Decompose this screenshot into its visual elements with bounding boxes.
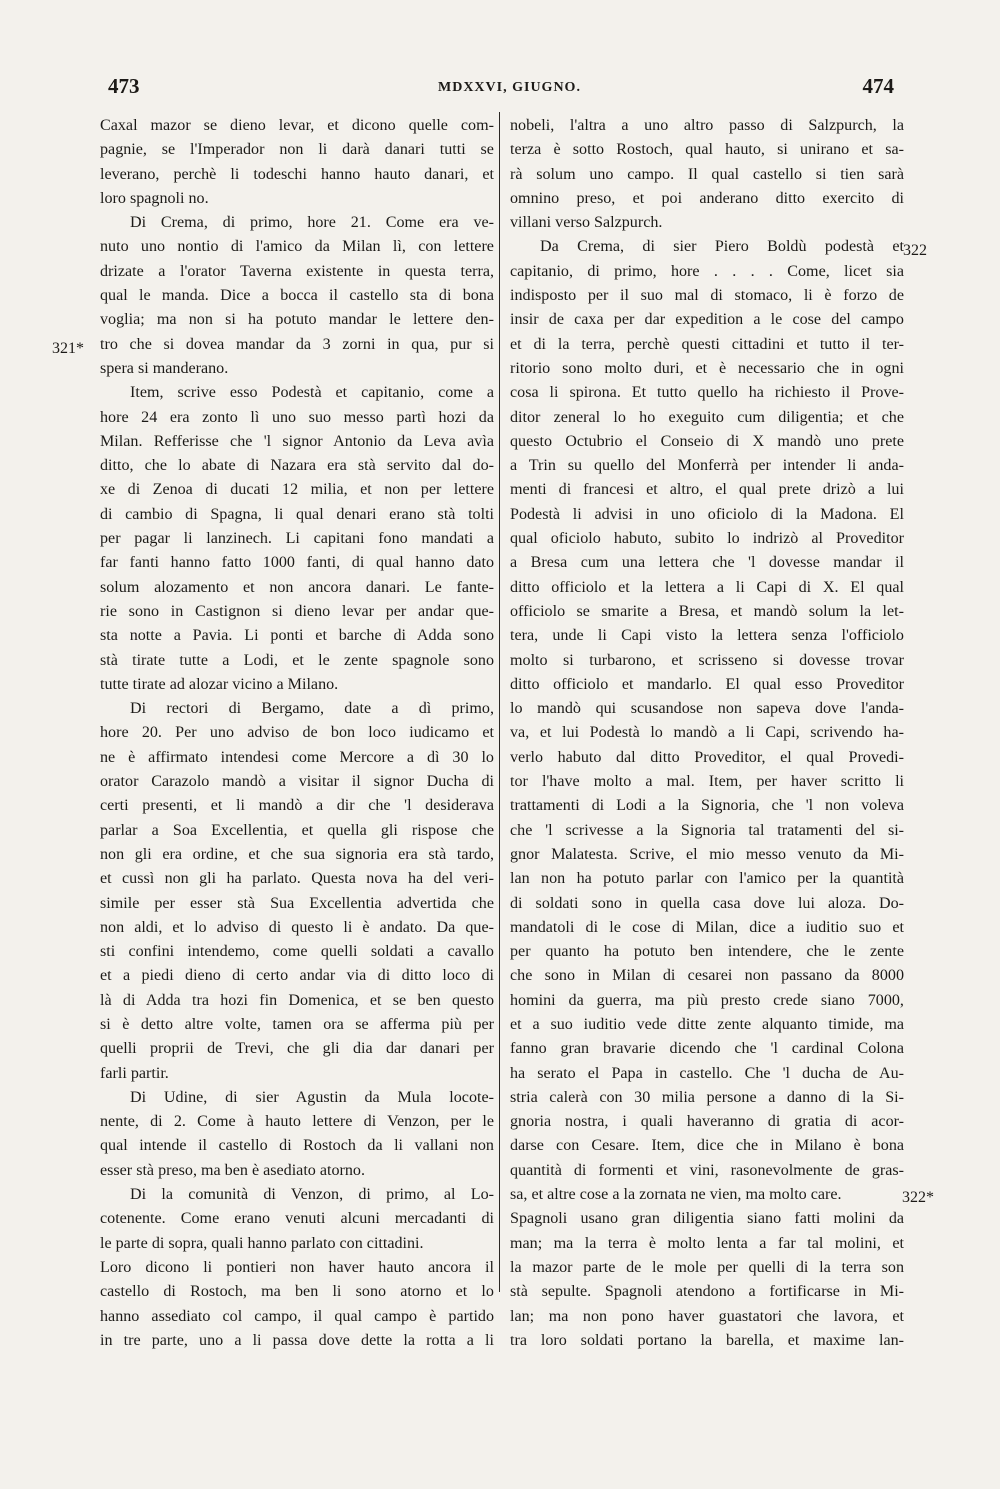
text-line: lo mandò qui scusandose non sapeva dove l'anda- — [510, 700, 904, 718]
text-line: trattamenti di Lodi a la Signoria, che 'l non voleva — [510, 797, 904, 815]
text-line: Item, scrive esso Podestà et capitanio, come a — [130, 384, 495, 402]
text-line: tro che si dovea mandar da 3 zorni in qua, pur si — [100, 335, 494, 353]
text-line: omnino preso, et poi anderano ditto exercito di — [510, 189, 904, 207]
text-line: stà tirate tutte a Lodi, et le zente spagnole sono — [100, 651, 494, 669]
text-line: per quanto ha potuto ben intendere, che le zente — [510, 943, 904, 961]
text-line: voglia; ma non si ha potuto mandar le lettere den- — [100, 311, 494, 329]
text-line: gnoria nostra, i quali haveranno di gratia di acor- — [510, 1113, 905, 1131]
text-line: qual le manda. Dice a bocca il castello sta di bona — [100, 287, 495, 305]
text-line: molto si turbarono, et scrisseno si dovesse trovar — [510, 651, 904, 669]
text-line: stria calerà con 30 milia persone a danno di la Si- — [510, 1088, 904, 1106]
text-line: et di la terra, perchè questi cittadini et tutto il ter- — [510, 335, 905, 353]
text-line: Di rectori di Bergamo, date a dì primo, — [130, 700, 494, 718]
text-line: a Bresa cum una lettera che 'l dovesse mandar il — [510, 554, 904, 572]
column-divider — [499, 112, 500, 1292]
text-line: et cussì non gli ha parlato. Questa nova ha del veri- — [100, 870, 494, 888]
text-line: Podestà li advisi in uno oficiolo di la Madona. El — [510, 505, 904, 523]
page-header — [108, 74, 898, 104]
text-line: darse con Cesare. Item, dice che in Milano è bona — [510, 1137, 905, 1155]
text-line: che sono in Milan di cesarei non passano da 8000 — [510, 967, 904, 985]
text-line: ditto officiolo et la lettera a li Capi di X. El qual — [510, 578, 905, 596]
text-line: rie sono in Castignon si dieno levar per andar que- — [100, 602, 495, 620]
text-line: si è detto altre volte, tamen ora se afferma più per — [100, 1015, 495, 1033]
margin-number-322: 322 — [903, 242, 927, 259]
text-line: a Trin su quello del Monferrà per intender li anda- — [510, 457, 904, 475]
text-line: là di Adda tra hozi fin Domenica, et se ben questo — [100, 991, 495, 1009]
text-line: qual oficiolo habuto, subito lo indrizò al Proveditor — [510, 530, 904, 548]
text-line: verlo habuto dal ditto Proveditor, el qual Provedi- — [510, 748, 904, 766]
text-line: ritorio sono molto duri, et è necessario che in ogni — [510, 359, 904, 377]
text-line: loro spagnoli no. — [100, 189, 209, 207]
text-line: va, et lui Podestà lo mandò a li Capi, scrivendo ha- — [510, 724, 904, 742]
text-line: gnor Malatesta. Scrive, el mio messo venuto da Mi- — [510, 845, 904, 863]
text-line: ne è affirmato intendesi come Mercore a dì 30 lo — [100, 748, 494, 766]
text-line: stà sepulte. Spagnoli atendono a fortificarse in Mi- — [510, 1283, 905, 1301]
text-line: homini da guerra, ma più presto crede siano 7000, — [510, 991, 904, 1009]
text-line: Di Udine, di sier Agustin da Mula locote- — [130, 1088, 494, 1106]
text-line: che 'l scrivesse a la Signoria tal tratamenti del si- — [510, 821, 905, 839]
text-line: hanno assediato col campo, il qual campo è partido — [100, 1307, 495, 1325]
text-line: non gli era ordine, et che sua signoria era stà tardo, — [100, 845, 495, 863]
text-line: spera si manderano. — [100, 359, 229, 377]
text-line: sti confini intendemo, come quelli soldati a cavallo — [100, 943, 494, 961]
text-line: far fanti hanno fatto 1000 fanti, di qual hanno dato — [100, 554, 495, 572]
text-line: nente, di 2. Come à hauto lettere di Venzon, per le — [100, 1113, 495, 1131]
text-line: orator Carazolo mandò a visitar il signor Ducha di — [100, 773, 494, 791]
text-line: Caxal mazor se dieno levar, et dicono quelle com- — [100, 117, 494, 134]
text-line: quelli proprii de Trevi, che gli dia dar danari per — [100, 1040, 494, 1058]
text-line: lan; ma non pono haver guastatori che lavora, et — [510, 1307, 905, 1325]
text-line: esser stà preso, ma ben è asediato atorno. — [100, 1161, 366, 1179]
left-text-column — [100, 114, 494, 1353]
text-line: cotenente. Come erano venuti alcuni mercadanti di — [100, 1210, 494, 1228]
text-line: quantità di formenti et vini, rasonevolmente de gras- — [510, 1161, 905, 1179]
text-line: fanno gran bravarie dicendo che 'l cardinal Colona — [510, 1040, 904, 1058]
text-line: per pagar li lanzinech. Li capitani fono mandati a — [100, 530, 495, 548]
text-line: drizate a l'orator Taverna existente in questa terra, — [100, 262, 495, 280]
text-line: ha serato el Papa in castello. Che 'l ducha de Au- — [510, 1064, 904, 1082]
text-line: Milan. Refferisse che 'l signor Antonio da Leva avìa — [100, 432, 494, 450]
text-line: Di la comunità di Venzon, di primo, al Lo- — [130, 1186, 494, 1204]
text-line: cosa li spirona. Et tutto quello ha richiesto il Prove- — [510, 384, 905, 402]
margin-number-322-star: 322* — [902, 1189, 934, 1206]
text-line: tutte tirate ad alozar vicino a Milano. — [100, 675, 339, 693]
text-line: man; ma la terra è molto lenta a far tal molini, et — [510, 1234, 904, 1252]
text-line: di cambio di Spagna, li qual denari erano stà tolti — [100, 505, 495, 523]
text-line: tor l'have molto a mal. Item, per haver scritto li — [510, 773, 905, 791]
text-line: Di Crema, di primo, hore 21. Come era ve- — [130, 214, 495, 232]
running-title: MDXXVI, GIUGNO. — [438, 80, 581, 95]
text-line: lan non ha potuto parlar con l'amico per la quantità — [510, 870, 905, 888]
text-line: di soldati sono in quella casa dove lui aloza. Do- — [510, 894, 905, 912]
text-line: villani verso Salzpurch. — [510, 214, 663, 232]
text-line: mandatoli di le cose di Milan, dice a iuditio suo et — [510, 918, 904, 936]
text-line: pagnie, se l'Imperador non li darà danari tutti se — [100, 141, 494, 159]
text-line: tera, unde li Capi visto la lettera senza l'officiolo — [510, 627, 904, 645]
text-line: indisposto per il suo mal di stomaco, li è forzo de — [510, 287, 904, 305]
text-line: non aldi, et lo adviso di questo li è andato. Da que- — [100, 918, 494, 936]
text-line: Da Crema, di sier Piero Boldù podestà et — [540, 238, 905, 256]
text-line: qual intende il castello di Rostoch da li vallani non — [100, 1137, 494, 1155]
text-line: castello di Rostoch, ma ben li sono atorno et lo — [100, 1283, 494, 1301]
text-line: ditto officiolo et mandarlo. El qual esso Proveditor — [510, 675, 905, 693]
text-line: ditto, che lo abate di Nazara era stà servito dal do- — [100, 457, 494, 475]
text-line: questo Octubrio el Conseio di X mandò uno prete — [510, 432, 905, 450]
text-line: ditor zeneral lo ho exeguito cum diligentia; et che — [510, 408, 904, 426]
text-line: insir de caxa per dar expedition a le cose del campo — [510, 311, 904, 329]
page-number-right: 474 — [862, 74, 894, 98]
page-number-left: 473 — [108, 74, 140, 98]
text-line: terza è sotto Rostoch, qual hauto, si unirano et sa- — [510, 141, 904, 159]
text-line: farli partir. — [100, 1064, 169, 1082]
text-line: capitanio, di primo, hore . . . . Come, licet sia — [510, 262, 904, 280]
text-line: in tre parte, uno a li passa dove dette la rotta a li — [100, 1331, 494, 1349]
text-line: sta notte a Pavia. Li ponti et barche di Adda sono — [100, 627, 494, 645]
text-line: parlar a Soa Excellentia, et quella gli rispose che — [100, 821, 494, 839]
text-line: nobeli, l'altra a uno altro passo di Salzpurch, la — [510, 117, 905, 134]
text-line: solum alozamento et non ancora danari. Le fante- — [100, 578, 495, 596]
text-line: le parte di sopra, quali hanno parlato con cittadini. — [100, 1234, 424, 1252]
text-line: hore 20. Per uno adviso de bon loco iudicamo et — [100, 724, 494, 742]
right-text-column — [510, 114, 904, 1353]
text-line: simile per esser stà Sua Excellentia advertida che — [100, 894, 494, 912]
text-line: sa, et altre cose a la zornata ne vien, ma molto care. — [510, 1186, 842, 1204]
margin-number-321-star: 321* — [52, 340, 84, 357]
text-line: la mazor parte de le mole per quelli di la terra son — [510, 1258, 904, 1276]
text-line: certi presenti, et li mandò a dir che 'l desiderava — [100, 797, 494, 815]
text-line: nuto uno nontio di l'amico da Milan lì, con lettere — [100, 238, 494, 256]
text-line: rà solum uno campo. Il qual castello si tien sarà — [510, 165, 904, 183]
text-line: tra loro soldati portano la barella, et maxime lan- — [510, 1331, 905, 1349]
text-line: officiolo se smarite a Bresa, et mandò solum la let- — [510, 602, 904, 620]
text-line: leverano, perchè li todeschi hanno hauto danari, et — [100, 165, 494, 183]
text-line: et a piedi dieno di certo andar via di ditto loco di — [100, 967, 495, 985]
text-line: xe di Zenoa di ducati 12 milia, et non per lettere — [100, 481, 494, 499]
text-line: Loro dicono li pontieri non haver hauto ancora il — [100, 1258, 494, 1276]
text-line: et a suo iuditio vede ditte zente alquanto timide, ma — [510, 1015, 904, 1033]
text-line: menti di francesi et altro, el qual prete drizò a lui — [510, 481, 904, 499]
text-line: hore 24 era zonto lì uno suo messo partì hozi da — [100, 408, 494, 426]
text-line: Spagnoli usano gran diligentia siano fatti molini da — [510, 1210, 905, 1228]
